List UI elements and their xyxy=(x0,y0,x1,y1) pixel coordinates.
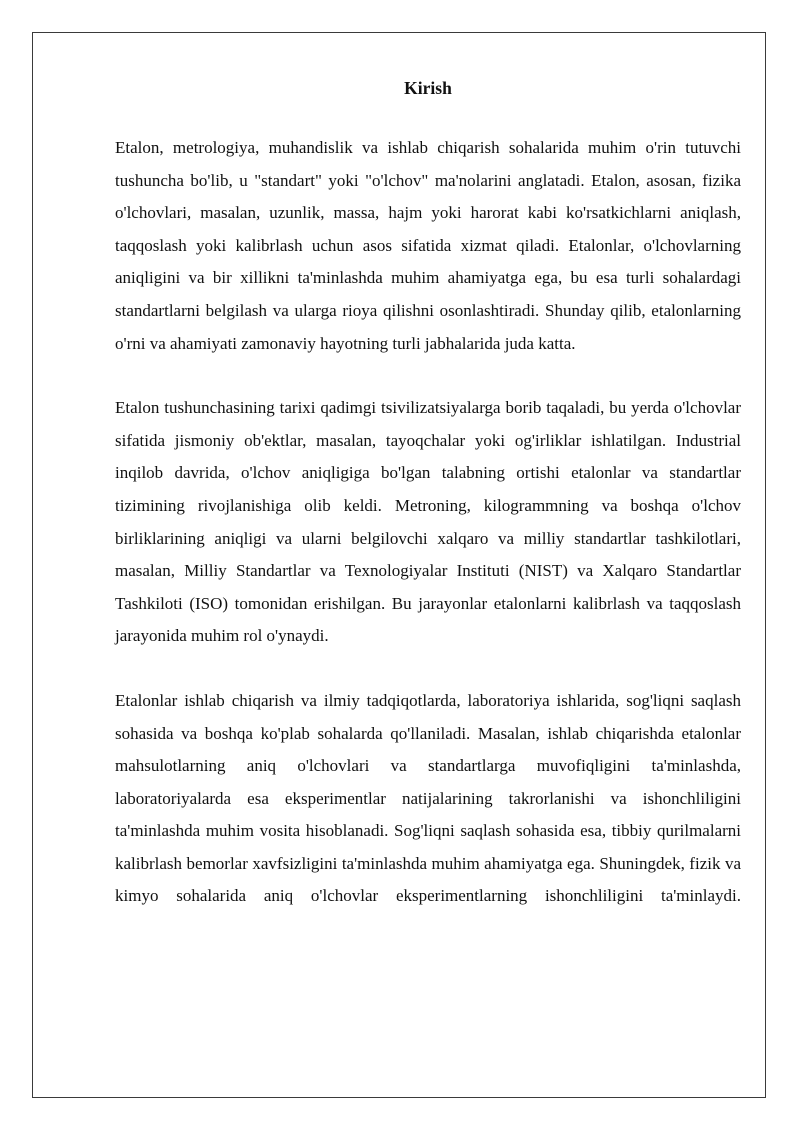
paragraph: Etalon, metrologiya, muhandislik va ishlab chiqarish sohalarida muhim o'rin tutuvchi tushuncha bo'lib, u "standart" yoki "o'lchov" ma'nolarini anglatadi. Etalon, asosan, fizika o'lchovlari, masalan, uzunlik, massa, hajm yoki harorat kabi ko'rsatkichlarni aniqlash, taqqoslash yoki kalibrlash uchun asos sifatida xizmat qiladi. Etalonlar, o'lchovlarning aniqligini va bir xillikni ta'minlashda muhim ahamiyatga ega, bu esa turli sohalardagi standartlarni belgilash va ularga rioya qilishni osonlashtiradi. Shunday qilib, etalonlarning o'rni va ahamiyati zamonaviy hayotning turli jabhalarida juda katta. xyxy=(115,138,741,353)
paragraph: Etalon tushunchasining tarixi qadimgi tsivilizatsiyalarga borib taqaladi, bu yerda o'lchovlar sifatida jismoniy ob'ektlar, masalan, tayoqchalar yoki og'irliklar ishlatilgan. Industrial inqilob davrida, o'lchov aniqligiga bo'lgan talabning ortishi etalonlar va standartlar tizimining rivojlanishiga olib keldi. Metroning, kilogrammning va boshqa o'lchov birliklarining aniqligi va ularni belgilovchi xalqaro va milliy standartlar tashkilotlari, masalan, Milliy Standartlar va Texnologiyalar Instituti (NIST) va Xalqaro Standartlar Tashkiloti (ISO) tomonidan erishilgan. Bu jarayonlar etalonlarni kalibrlash va taqqoslash jarayonida muhim rol o'ynaydi. xyxy=(115,398,741,646)
page-title: Kirish xyxy=(404,78,452,98)
document-body xyxy=(115,72,741,913)
paragraph: Etalonlar ishlab chiqarish va ilmiy tadqiqotlarda, laboratoriya ishlarida, sog'liqni saqlash sohasida va boshqa ko'plab sohalarda qo'llaniladi. Masalan, ishlab chiqarishda etalonlar mahsulotlarning aniq o'lchovlari va standartlarga muvofiqligini ta'minlashda, laboratoriyalarda esa eksperimentlar natijalarining takrorlanishi va ishonchliligini ta'minlashda muhim vosita hisoblanadi. Sog'liqni saqlash sohasida esa, tibbiy qurilmalarni kalibrlash bemorlar xavfsizligini ta'minlashda muhim ahamiyatga ega. Shuningdek, fizik va kimyo sohalarida aniq o'lchovlar eksperimentlarning ishonchliligini ta'minlaydi. xyxy=(115,690,741,906)
